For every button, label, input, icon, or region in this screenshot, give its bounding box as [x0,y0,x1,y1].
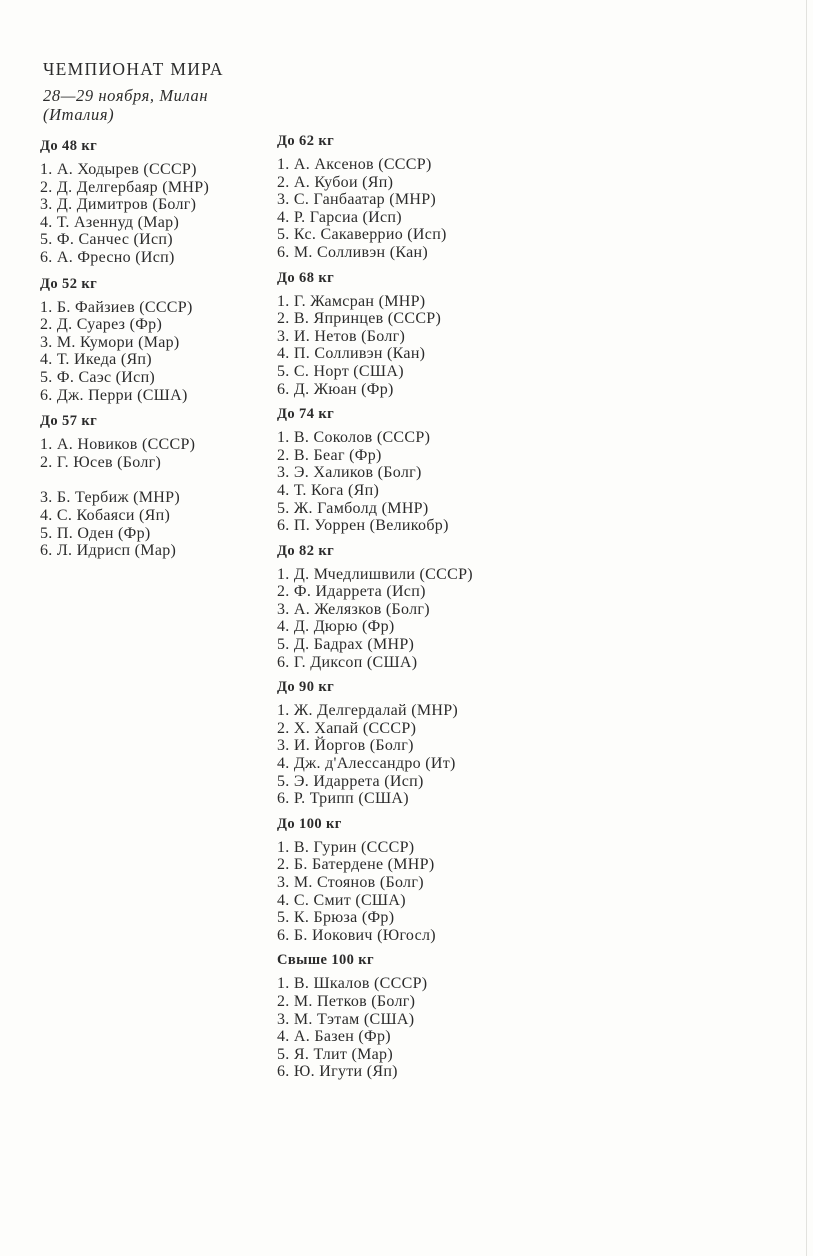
result-entry: 1. А. Новиков (СССР) [40,436,196,454]
result-entry: 6. А. Фресно (Исп) [40,248,175,266]
page-subtitle: 28—29 ноября, Милан (Италия) [43,86,209,124]
result-entry: 2. Д. Делгербаяр (МНР) [40,178,210,196]
result-entry: 4. Д. Дюрю (Фр) [277,618,395,636]
category-title: До 90 кг [277,679,335,696]
result-entry: 6. Б. Иокович (Югосл) [277,926,436,944]
result-entry: 6. Д. Жюан (Фр) [277,380,394,398]
result-entry: 2. М. Петков (Болг) [277,992,416,1010]
category-title: До 62 кг [277,133,335,149]
result-entry: 5. Д. Бадрах (МНР) [277,636,415,654]
result-entry: 3. Б. Тербиж (МНР) [40,489,180,507]
weight-category-57 [40,412,270,560]
result-entry: 1. Ж. Делгердалай (МНР) [277,702,459,720]
weight-category-68 [277,269,517,399]
weight-category-90 [277,678,517,808]
result-entry: 5. Кс. Сакаверрио (Исп) [277,226,447,244]
category-title: До 74 кг [277,406,335,423]
result-entry: 2. Г. Юсев (Болг) [40,453,162,471]
result-entry: 1. Г. Жамсран (МНР) [277,292,426,310]
result-entry: 6. Р. Трипп (США) [277,790,409,808]
result-entry: 4. С. Смит (США) [277,891,406,909]
result-entry: 3. М. Кумори (Мар) [40,333,180,351]
result-entry: 5. Я. Тлит (Мар) [277,1045,393,1063]
results-list [277,702,517,808]
result-entry: 1. Д. Мчедлишвили (СССР) [277,565,473,583]
weight-category-82 [277,542,517,672]
result-entry: 1. А. Аксенов (СССР) [277,156,432,173]
result-entry: 4. Дж. д'Алессандро (Ит) [277,755,456,773]
results-list [40,436,270,560]
page-title: ЧЕМПИОНАТ МИРА [43,59,224,79]
result-entry: 4. Т. Икеда (Яп) [40,351,152,369]
result-entry: 1. В. Соколов (СССР) [277,429,431,447]
result-entry: 4. П. Солливэн (Кан) [277,345,426,363]
result-entry: 1. Б. Файзиев (СССР) [40,298,193,316]
result-entry: 5. Ф. Саэс (Исп) [40,368,156,386]
results-list [277,566,517,672]
result-entry: 1. А. Ходырев (СССР) [40,161,197,178]
category-title: До 57 кг [40,413,98,430]
page-edge [806,0,807,1256]
result-entry: 2. Х. Хапай (СССР) [277,719,417,737]
result-entry: 6. Г. Диксоп (США) [277,653,418,671]
result-entry: 2. В. Беаг (Фр) [277,446,382,464]
result-entry: 4. А. Базен (Фр) [277,1028,391,1046]
category-title: Свыше 100 кг [277,952,375,969]
result-entry: 2. Ф. Идаррета (Исп) [277,583,426,601]
category-title: До 82 кг [277,542,335,559]
results-list [277,839,517,945]
result-entry: 3. Д. Димитров (Болг) [40,196,197,214]
result-entry: 5. Э. Идаррета (Исп) [277,772,424,790]
result-entry: 3. С. Ганбаатар (МНР) [277,191,437,209]
result-entry: 5. С. Норт (США) [277,362,404,380]
result-entry: 6. П. Уоррен (Великобр) [277,517,449,535]
result-entry: 2. Д. Суарез (Фр) [40,316,163,334]
results-list [40,161,270,267]
results-list [40,299,270,405]
result-entry: 3. И. Йоргов (Болг) [277,737,414,755]
results-list [277,975,517,1081]
header [43,58,273,124]
results-list [277,429,517,535]
weight-category-100 [277,815,517,945]
result-entry: 6. Ю. Игути (Яп) [277,1063,398,1081]
weight-category-48 [40,137,270,267]
result-entry: 3. Э. Халиков (Болг) [277,464,422,482]
results-list [277,156,517,262]
results-list [277,293,517,399]
result-entry: 6. Л. Идрисп (Мар) [40,542,177,560]
result-entry: 2. А. Кубои (Яп) [277,173,394,191]
category-title: До 68 кг [277,269,335,286]
left-column [40,137,270,568]
result-entry: 2. В. Япринцев (СССР) [277,310,442,328]
result-entry: 4. С. Кобаяси (Яп) [40,506,171,524]
result-entry: 4. Т. Азеннуд (Мар) [40,213,180,231]
result-entry: 1. В. Шкалов (СССР) [277,975,428,993]
spacer [40,471,270,489]
category-title: До 52 кг [40,275,98,292]
result-entry: 5. Ж. Гамболд (МНР) [277,499,429,517]
weight-category-52 [40,275,270,405]
result-entry: 4. Т. Кога (Яп) [277,481,380,499]
result-entry: 5. Ф. Санчес (Исп) [40,231,173,249]
weight-category-62 [277,132,517,262]
result-entry: 2. Б. Батердене (МНР) [277,856,435,874]
result-entry: 3. М. Стоянов (Болг) [277,874,424,891]
result-entry: 3. А. Желязков (Болг) [277,600,430,618]
result-entry: 1. В. Гурин (СССР) [277,838,415,856]
result-entry: 4. Р. Гарсиа (Исп) [277,208,402,226]
result-entry: 5. П. Оден (Фр) [40,524,151,542]
result-entry: 3. И. Нетов (Болг) [277,327,406,345]
category-title: До 100 кг [277,815,342,832]
weight-category-over-100 [277,951,517,1081]
result-entry: 3. М. Тэтам (США) [277,1010,415,1028]
right-column [277,132,517,1088]
result-entry: 6. М. Солливэн (Кан) [277,243,428,261]
weight-category-74 [277,405,517,535]
category-title: До 48 кг [40,138,98,154]
result-entry: 6. Дж. Перри (США) [40,386,188,404]
result-entry: 5. К. Брюза (Фр) [277,909,395,927]
